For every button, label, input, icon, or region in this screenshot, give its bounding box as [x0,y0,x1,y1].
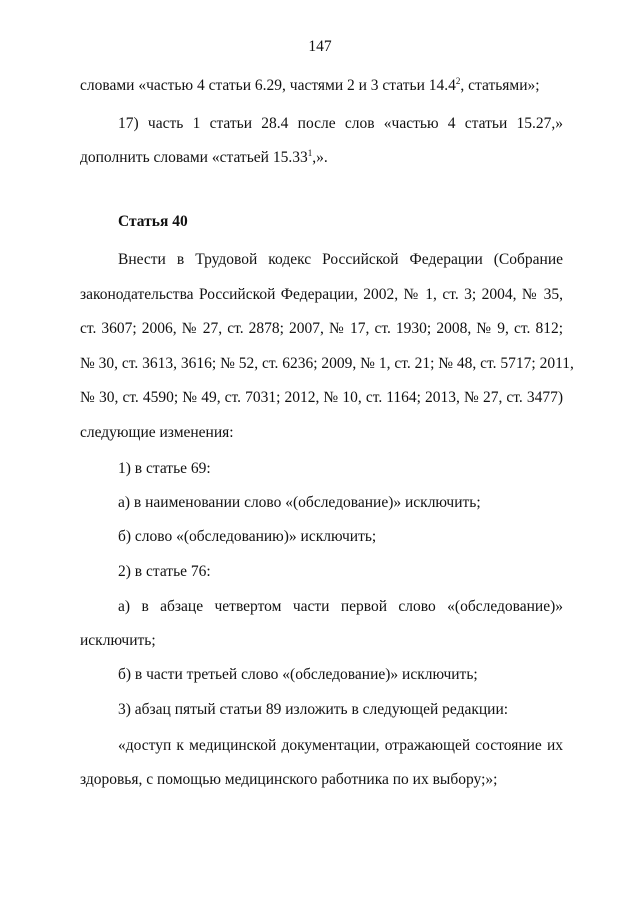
quote-line-2: здоровья, с помощью медицинского работника по их выбору;»; [80,771,498,788]
paragraph-line [80,77,540,95]
text-span: словами «частью 4 статьи 6.29, частями 2 и 3 статьи 14.4 [80,77,456,94]
text-span: , статьями»; [460,77,540,94]
item-1b: б) слово «(обследованию)» исключить; [118,528,377,545]
item-3: 3) абзац пятый статьи 89 изложить в следующей редакции: [118,701,509,718]
article-heading: Статья 40 [118,213,188,230]
item-2a-line1: а) в абзаце четвертом части первой слово «(обследование)» [118,598,563,615]
intro-line-6: следующие изменения: [80,424,234,441]
item-17-line2 [80,149,328,167]
text-span: дополнить словами «статьей 15.33 [80,149,308,166]
quote-line-1: «доступ к медицинской документации, отражающей состояние их [118,737,563,754]
item-2: 2) в статье 76: [118,563,211,580]
item-2b: б) в части третьей слово «(обследование)» исключить; [118,666,478,683]
intro-line-3: ст. 3607; 2006, № 27, ст. 2878; 2007, № 17, ст. 1930; 2008, № 9, ст. 812; [80,320,563,337]
intro-line-1: Внести в Трудовой кодекс Российской Федерации (Собрание [118,251,563,268]
intro-line-5: № 30, ст. 4590; № 49, ст. 7031; 2012, № 10, ст. 1164; 2013, № 27, ст. 3477) [80,389,563,406]
superscript: 1 [307,148,313,158]
item-1a: а) в наименовании слово «(обследование)» исключить; [118,494,481,511]
item-1: 1) в статье 69: [118,460,211,477]
text-span: ,». [312,149,328,166]
superscript: 2 [455,76,461,86]
intro-line-2: законодательства Российской Федерации, 2002, № 1, ст. 3; 2004, № 35, [80,286,563,303]
intro-line-4: № 30, ст. 3613, 3616; № 52, ст. 6236; 2009, № 1, ст. 21; № 48, ст. 5717; 2011, [80,355,574,372]
item-17-line1: 17) часть 1 статьи 28.4 после слов «частью 4 статьи 15.27,» [118,115,563,132]
item-2a-line2: исключить; [80,632,156,649]
page-number: 147 [308,38,332,55]
